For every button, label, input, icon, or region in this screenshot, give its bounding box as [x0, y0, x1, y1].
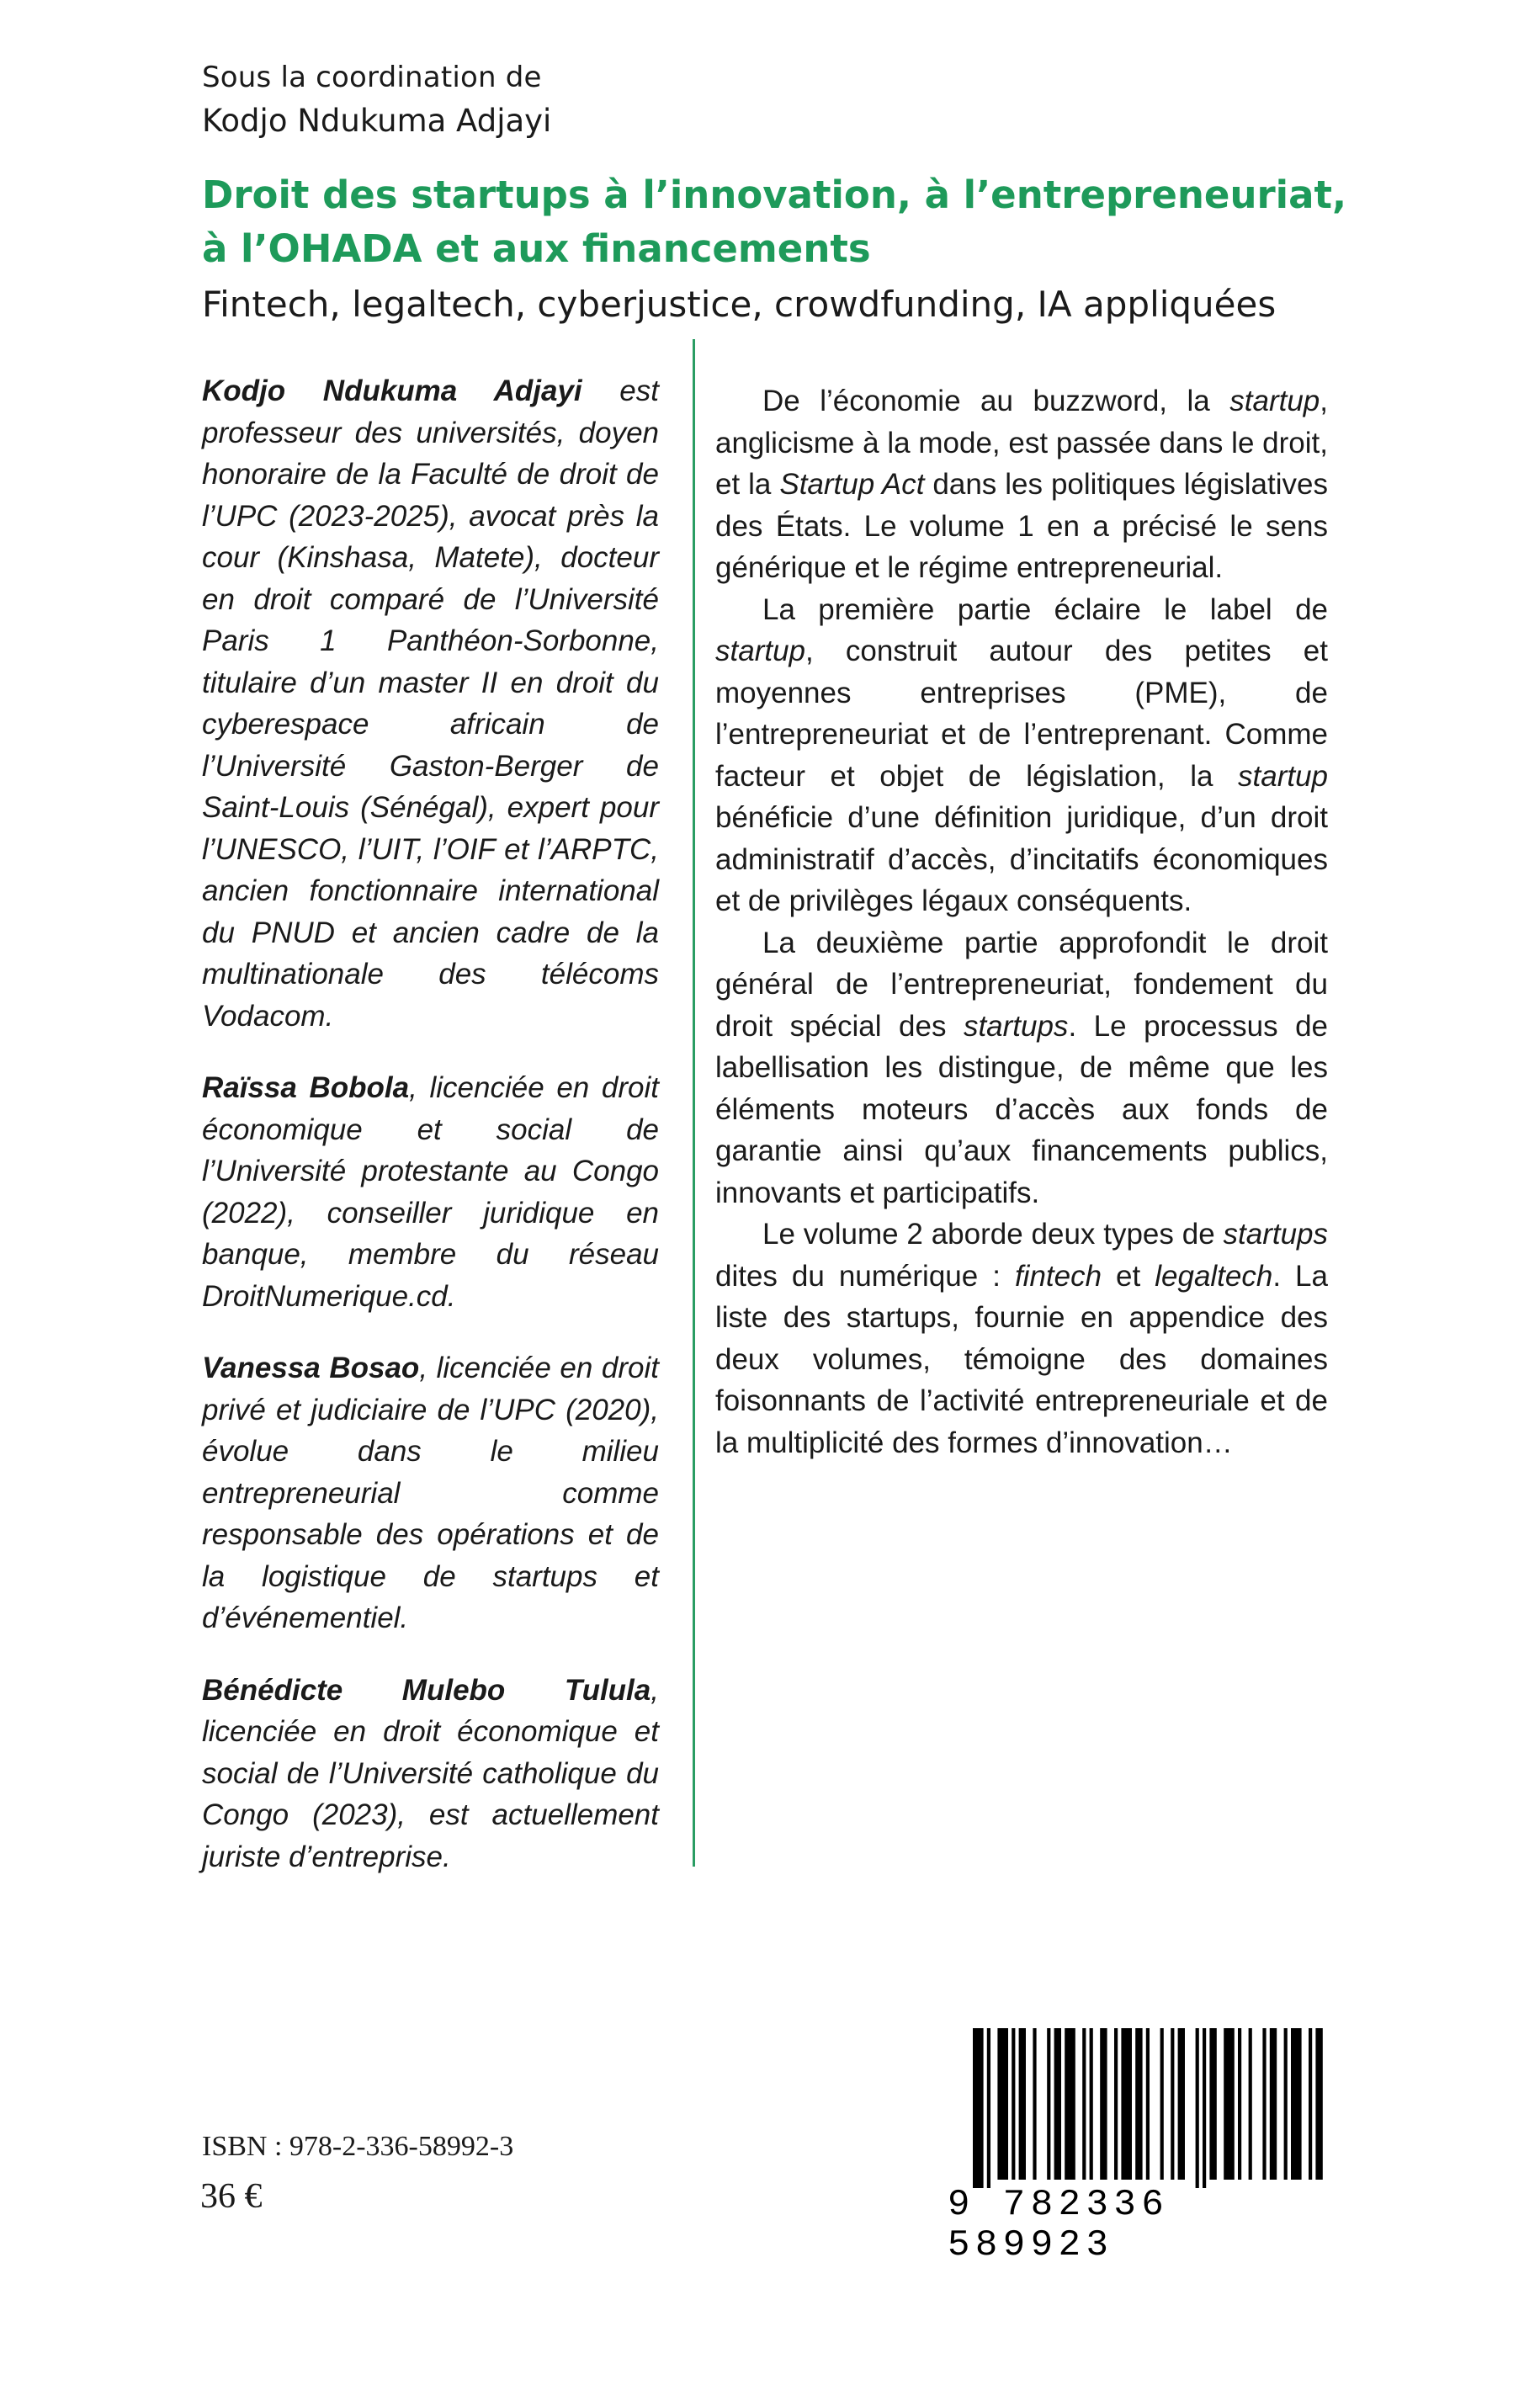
barcode-bar: [1249, 2028, 1252, 2180]
summary-text: bénéficie d’une définition juridique, d’un droit administratif d’accès, d’incitatifs économiques et de privilèges légaux conséquents.: [715, 801, 1328, 917]
summary-text: De l’économie au buzzword, la: [762, 385, 1230, 417]
summary-paragraph: [715, 589, 1328, 922]
summary-text: La deuxième partie approfondit le droit général de l’entrepreneuriat, fondement du droit spécial des: [715, 926, 1328, 1043]
author-bio-text: est professeur des universités, doyen honoraire de la Faculté de droit de l’UPC (2023-2025), avocat près la cour (Kinshasa, Matete), docteur en droit comparé de l’Université Paris 1 Panthéon-Sorbonne, titulaire d’un master II en droit du cyberespace africain de l’Université Gaston-Berger de Saint-Louis (Sénégal), expert pour l’UNESCO, l’UIT, l’OIF et l’ARPTC, ancien fonctionnaire international du PNUD et ancien cadre de la multinationale des télécoms Vodacom.: [202, 374, 659, 1033]
book-subtitle: Fintech, legaltech, cyberjustice, crowdfunding, IA appliquées: [202, 284, 1277, 325]
barcode-bar: [1012, 2028, 1015, 2180]
summary-text: . La liste des startups, fournie en appendice des deux volumes, témoigne des domaines foisonnants de l’activité entrepreneuriale et de la multiplicité des formes d’innovation…: [715, 1259, 1328, 1459]
summary-text: et: [1102, 1259, 1155, 1293]
summary-italic: startup: [1229, 385, 1320, 417]
author-bio: [202, 1347, 659, 1639]
barcode-bar: [987, 2028, 990, 2188]
author-bio: [202, 1067, 659, 1317]
barcode-bar: [1178, 2028, 1185, 2180]
barcode-bar: [1135, 2028, 1142, 2180]
summary-text: dites du numérique :: [715, 1259, 1015, 1293]
barcode: [948, 2028, 1326, 2266]
summary-italic: legaltech: [1155, 1259, 1273, 1293]
book-title: [202, 168, 1380, 276]
barcode-bar: [1203, 2028, 1206, 2188]
barcode-digits: 9 782336 589923: [948, 2184, 1170, 2266]
barcode-bar: [1121, 2028, 1132, 2180]
summary-text: , construit autour des petites et moyennes entreprises (PME), de l’entrepreneuriat et de l’entreprenant. Comme facteur et objet de législation, la: [715, 635, 1328, 793]
summary-italic: Startup Act: [779, 468, 925, 501]
barcode-bar: [1160, 2028, 1164, 2180]
barcode-bar: [1047, 2028, 1050, 2180]
title-line-1: Droit des startups à l’innovation, à l’entrepreneuriat,: [202, 173, 1347, 217]
summary-text: . Le processus de labellisation les distingue, de même que les éléments moteurs d’accès aux fonds de garantie ainsi qu’aux financements publics, innovants et participatifs.: [715, 1009, 1329, 1209]
summary-italic: startups: [1223, 1218, 1328, 1251]
summary-text: dans les politiques législatives des États. Le volume 1 en a précisé le sens générique et le régime entrepreneurial.: [715, 468, 1328, 584]
barcode-bar: [1100, 2028, 1107, 2180]
author-bio-text: , licenciée en droit privé et judiciaire de l’UPC (2020), évolue dans le milieu entrepreneurial comme responsable des opérations et de la logistique de startups et d’événementiel.: [202, 1352, 659, 1634]
barcode-bar: [1054, 2028, 1061, 2180]
summary-text: Le volume 2 aborde deux types de: [762, 1218, 1224, 1251]
barcode-bar: [1033, 2028, 1036, 2180]
barcode-bar: [1309, 2028, 1312, 2180]
column-divider: [693, 339, 695, 1867]
summary-italic: startup: [715, 635, 805, 667]
barcode-bar: [1209, 2028, 1216, 2180]
barcode-bar: [1019, 2028, 1026, 2180]
author-bio: [202, 1670, 659, 1878]
author-bio-text: , licenciée en droit économique et social de l’Université catholique du Congo (2023), est actuellement juriste d’entreprise.: [202, 1673, 659, 1873]
price: 36 €: [200, 2177, 263, 2216]
summary-italic: startups: [963, 1009, 1069, 1043]
summary-paragraph: [715, 380, 1328, 589]
barcode-bar: [1090, 2028, 1093, 2180]
author-name: Kodjo Ndukuma Adjayi: [202, 374, 582, 407]
isbn: ISBN : 978-2-336-58992-3: [202, 2131, 514, 2162]
barcode-bar: [1065, 2028, 1075, 2180]
coordinator-name: Kodjo Ndukuma Adjayi: [202, 103, 552, 139]
barcode-bar: [1146, 2028, 1150, 2180]
summary-paragraph: [715, 922, 1328, 1214]
barcode-bar: [1114, 2028, 1118, 2180]
author-bio: [202, 370, 659, 1037]
barcode-bars: [948, 2028, 1326, 2188]
barcode-bar: [1196, 2028, 1199, 2188]
barcode-bar: [1238, 2028, 1241, 2180]
summary-italic: startup: [1238, 759, 1328, 793]
coordination-label: Sous la coordination de: [202, 61, 542, 94]
barcode-bar: [1224, 2028, 1235, 2180]
author-name: Vanessa Bosao: [202, 1352, 420, 1384]
barcode-bar: [997, 2028, 1008, 2180]
book-summary: [715, 380, 1328, 1463]
barcode-bar: [1270, 2028, 1277, 2180]
summary-text: La première partie éclaire le label de: [762, 592, 1328, 626]
author-name: Bénédicte Mulebo Tulula: [202, 1673, 651, 1707]
summary-italic: fintech: [1014, 1259, 1102, 1293]
author-bio-text: , licenciée en droit économique et social de l’Université protestante au Congo (2022), conseiller juridique en banque, membre du réseau DroitNumerique.cd.: [202, 1071, 659, 1313]
author-bios: [202, 370, 659, 1908]
barcode-bar: [1284, 2028, 1288, 2180]
barcode-bar: [973, 2028, 984, 2188]
title-line-2: à l’OHADA et aux financements: [202, 226, 871, 271]
barcode-bar: [1082, 2028, 1086, 2180]
author-name: Raïssa Bobola: [202, 1071, 410, 1104]
barcode-bar: [1171, 2028, 1174, 2180]
barcode-bar: [1291, 2028, 1302, 2180]
summary-text: , anglicisme à la mode, est passée dans le droit, et la: [715, 385, 1328, 501]
summary-paragraph: [715, 1214, 1328, 1463]
barcode-bar: [1315, 2028, 1322, 2180]
barcode-bar: [1262, 2028, 1266, 2180]
